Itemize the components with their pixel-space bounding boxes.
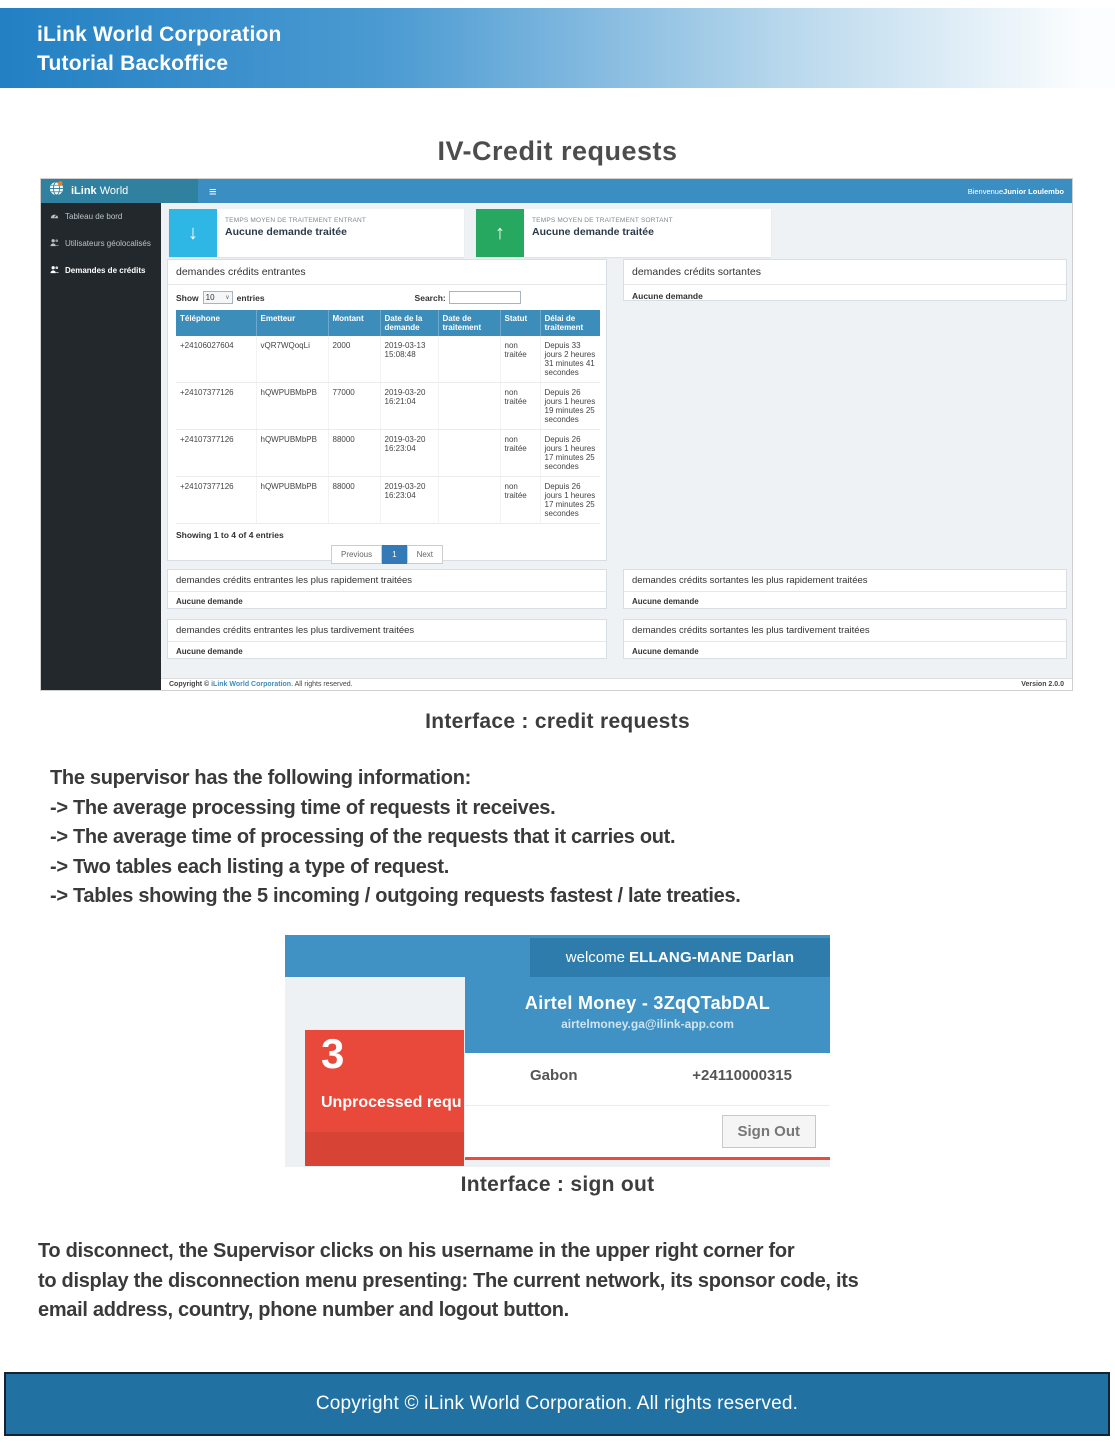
welcome-user-menu[interactable] <box>530 938 830 977</box>
incoming-avg-time-card <box>169 209 464 257</box>
divider <box>465 1105 830 1106</box>
panel-title: demandes crédits entrantes les plus rapidement traitées <box>168 570 606 592</box>
welcome-prefix: welcome <box>565 949 625 966</box>
table-row: +24107377126 hQWPUBMbPB 88000 2019-03-20 16:23:04 non traitée Depuis 26 jours 1 heures 17 minutes 25 secondes <box>176 477 600 524</box>
outro-paragraph <box>38 1237 858 1326</box>
search-input[interactable] <box>449 291 521 304</box>
col-telephone[interactable]: Téléphone <box>176 310 256 336</box>
phone-number: +24110000315 <box>692 1067 792 1084</box>
signout-screenshot <box>285 935 830 1167</box>
outro-line: email address, country, phone number and logout button. <box>38 1299 569 1321</box>
chevron-down-icon: ∨ <box>225 295 230 301</box>
arrow-down-icon: ↓ <box>169 209 217 257</box>
backoffice-footer <box>161 678 1072 690</box>
copyright-prefix: Copyright © <box>169 681 212 688</box>
pagination <box>168 545 606 564</box>
user-menu[interactable] <box>968 179 1064 203</box>
network-name: Airtel Money - 3ZqQTabDAL <box>524 993 771 1013</box>
sidebar-item-dashboard[interactable]: Tableau de bord <box>41 203 161 230</box>
intro-line: -> The average processing time of requests it receives. <box>50 796 556 819</box>
welcome-prefix: Bienvenue <box>967 186 1004 196</box>
account-email: airtelmoney.ga@ilink-app.com <box>561 1017 734 1031</box>
col-date-demande[interactable]: Date de la demande <box>380 310 438 336</box>
panel-title: demandes crédits sortantes <box>624 260 1066 285</box>
globe-logo-icon <box>49 181 64 201</box>
panel-title: demandes crédits entrantes <box>168 260 606 285</box>
col-date-traitement[interactable]: Date de traitement <box>438 310 500 336</box>
table-row: +24107377126 hQWPUBMbPB 88000 2019-03-20 16:23:04 non traitée Depuis 26 jours 1 heures 17 minutes 25 secondes <box>176 430 600 477</box>
backoffice-screenshot <box>40 178 1073 691</box>
col-delai[interactable]: Délai de traitement <box>540 310 600 336</box>
brand-name: iLink World <box>71 185 129 197</box>
intro-line: -> The average time of processing of the requests that it carries out. <box>50 826 676 848</box>
outro-line: to display the disconnection menu presenting: The current network, its sponsor code, its <box>38 1269 859 1292</box>
section-title: IV-Credit requests <box>437 136 678 166</box>
panel-title: demandes crédits sortantes les plus rapidement traitées <box>624 570 1066 592</box>
incoming-requests-panel <box>167 259 607 561</box>
document-footer <box>4 1372 1110 1436</box>
outgoing-requests-panel <box>623 259 1067 301</box>
card-value: Aucune demande traitée <box>532 226 654 238</box>
account-details-panel <box>465 1053 830 1160</box>
dashboard-icon <box>50 211 59 222</box>
intro-paragraph <box>50 764 741 912</box>
outro-line: To disconnect, the Supervisor clicks on his username in the upper right corner for <box>38 1240 795 1262</box>
intro-line: The supervisor has the following information: <box>50 767 471 789</box>
page-1-button[interactable]: 1 <box>382 545 406 564</box>
entries-label: entries <box>236 292 265 303</box>
footer-text: Copyright © iLink World Corporation. All rights reserved. <box>315 1393 799 1414</box>
card-value: Aucune demande traitée <box>225 226 347 238</box>
users-icon <box>50 238 59 249</box>
card-label: TEMPS MOYEN DE TRAITEMENT SORTANT <box>532 217 673 224</box>
intro-line: -> Two tables each listing a type of request. <box>50 855 450 878</box>
latest-outgoing-panel <box>623 619 1067 659</box>
col-montant[interactable]: Montant <box>328 310 380 336</box>
hamburger-icon[interactable]: ≡ <box>209 183 217 199</box>
search-label: Search: <box>414 292 446 303</box>
previous-page-button[interactable]: Previous <box>331 545 382 564</box>
empty-message: Aucune demande <box>176 647 243 656</box>
outgoing-avg-time-card <box>476 209 771 257</box>
fastest-incoming-panel <box>167 569 607 609</box>
welcome-username: Junior Loulembo <box>1003 186 1064 196</box>
brand-area[interactable] <box>41 179 198 203</box>
card-label: TEMPS MOYEN DE TRAITEMENT ENTRANT <box>225 217 367 224</box>
card-footer-strip <box>305 1132 464 1166</box>
users-icon <box>50 265 59 276</box>
unprocessed-count: 3 <box>321 1030 345 1077</box>
showing-entries-text: Showing 1 to 4 of 4 entries <box>176 530 284 540</box>
main-content <box>161 203 1072 678</box>
header-line2: Tutorial Backoffice <box>37 52 229 75</box>
country-label: Gabon <box>530 1067 578 1084</box>
intro-line: -> Tables showing the 5 incoming / outgoing requests fastest / late treaties. <box>50 885 741 907</box>
table-row: +24106027604 vQR7WQoqLi 2000 2019-03-13 15:08:48 non traitée Depuis 33 jours 2 heures 31 minutes 41 secondes <box>176 336 600 383</box>
account-dropdown <box>465 977 830 1053</box>
sidebar-item-geolocated-users[interactable]: Utilisateurs géolocalisés <box>41 230 161 257</box>
show-label: Show <box>176 292 199 303</box>
unprocessed-label: Unprocessed requ <box>321 1094 462 1111</box>
sign-out-button[interactable]: Sign Out <box>722 1115 817 1148</box>
panel-title: demandes crédits entrantes les plus tardivement traitées <box>168 620 606 642</box>
empty-message: Aucune demande <box>632 597 699 606</box>
signout-caption: Interface : sign out <box>460 1173 655 1196</box>
latest-incoming-panel <box>167 619 607 659</box>
copyright-suffix: . All rights reserved. <box>291 681 353 688</box>
panel-title: demandes crédits sortantes les plus tardivement traitées <box>624 620 1066 642</box>
fastest-outgoing-panel <box>623 569 1067 609</box>
company-link[interactable]: iLink World Corporation <box>211 681 292 688</box>
next-page-button[interactable]: Next <box>407 545 443 564</box>
col-statut[interactable]: Statut <box>500 310 540 336</box>
page-length-select[interactable]: 10 ∨ <box>203 291 233 304</box>
document-header <box>0 8 1115 88</box>
unprocessed-requests-card <box>305 1030 464 1166</box>
welcome-username: ELLANG-MANE Darlan <box>628 949 795 966</box>
header-line1: iLink World Corporation <box>37 23 282 46</box>
table-row: +24107377126 hQWPUBMbPB 77000 2019-03-20 16:21:04 non traitée Depuis 26 jours 1 heures 19 minutes 25 secondes <box>176 383 600 430</box>
empty-message: Aucune demande <box>632 291 703 301</box>
col-emetteur[interactable]: Emetteur <box>256 310 328 336</box>
table-header-row <box>176 310 600 336</box>
sidebar <box>41 203 161 690</box>
arrow-up-icon: ↑ <box>476 209 524 257</box>
credit-requests-caption: Interface : credit requests <box>425 710 690 733</box>
credit-requests-table <box>176 310 600 524</box>
empty-message: Aucune demande <box>176 597 243 606</box>
version-label: Version 2.0.0 <box>1021 681 1064 688</box>
sidebar-item-credit-requests[interactable]: Demandes de crédits <box>41 257 161 284</box>
empty-message: Aucune demande <box>632 647 699 656</box>
